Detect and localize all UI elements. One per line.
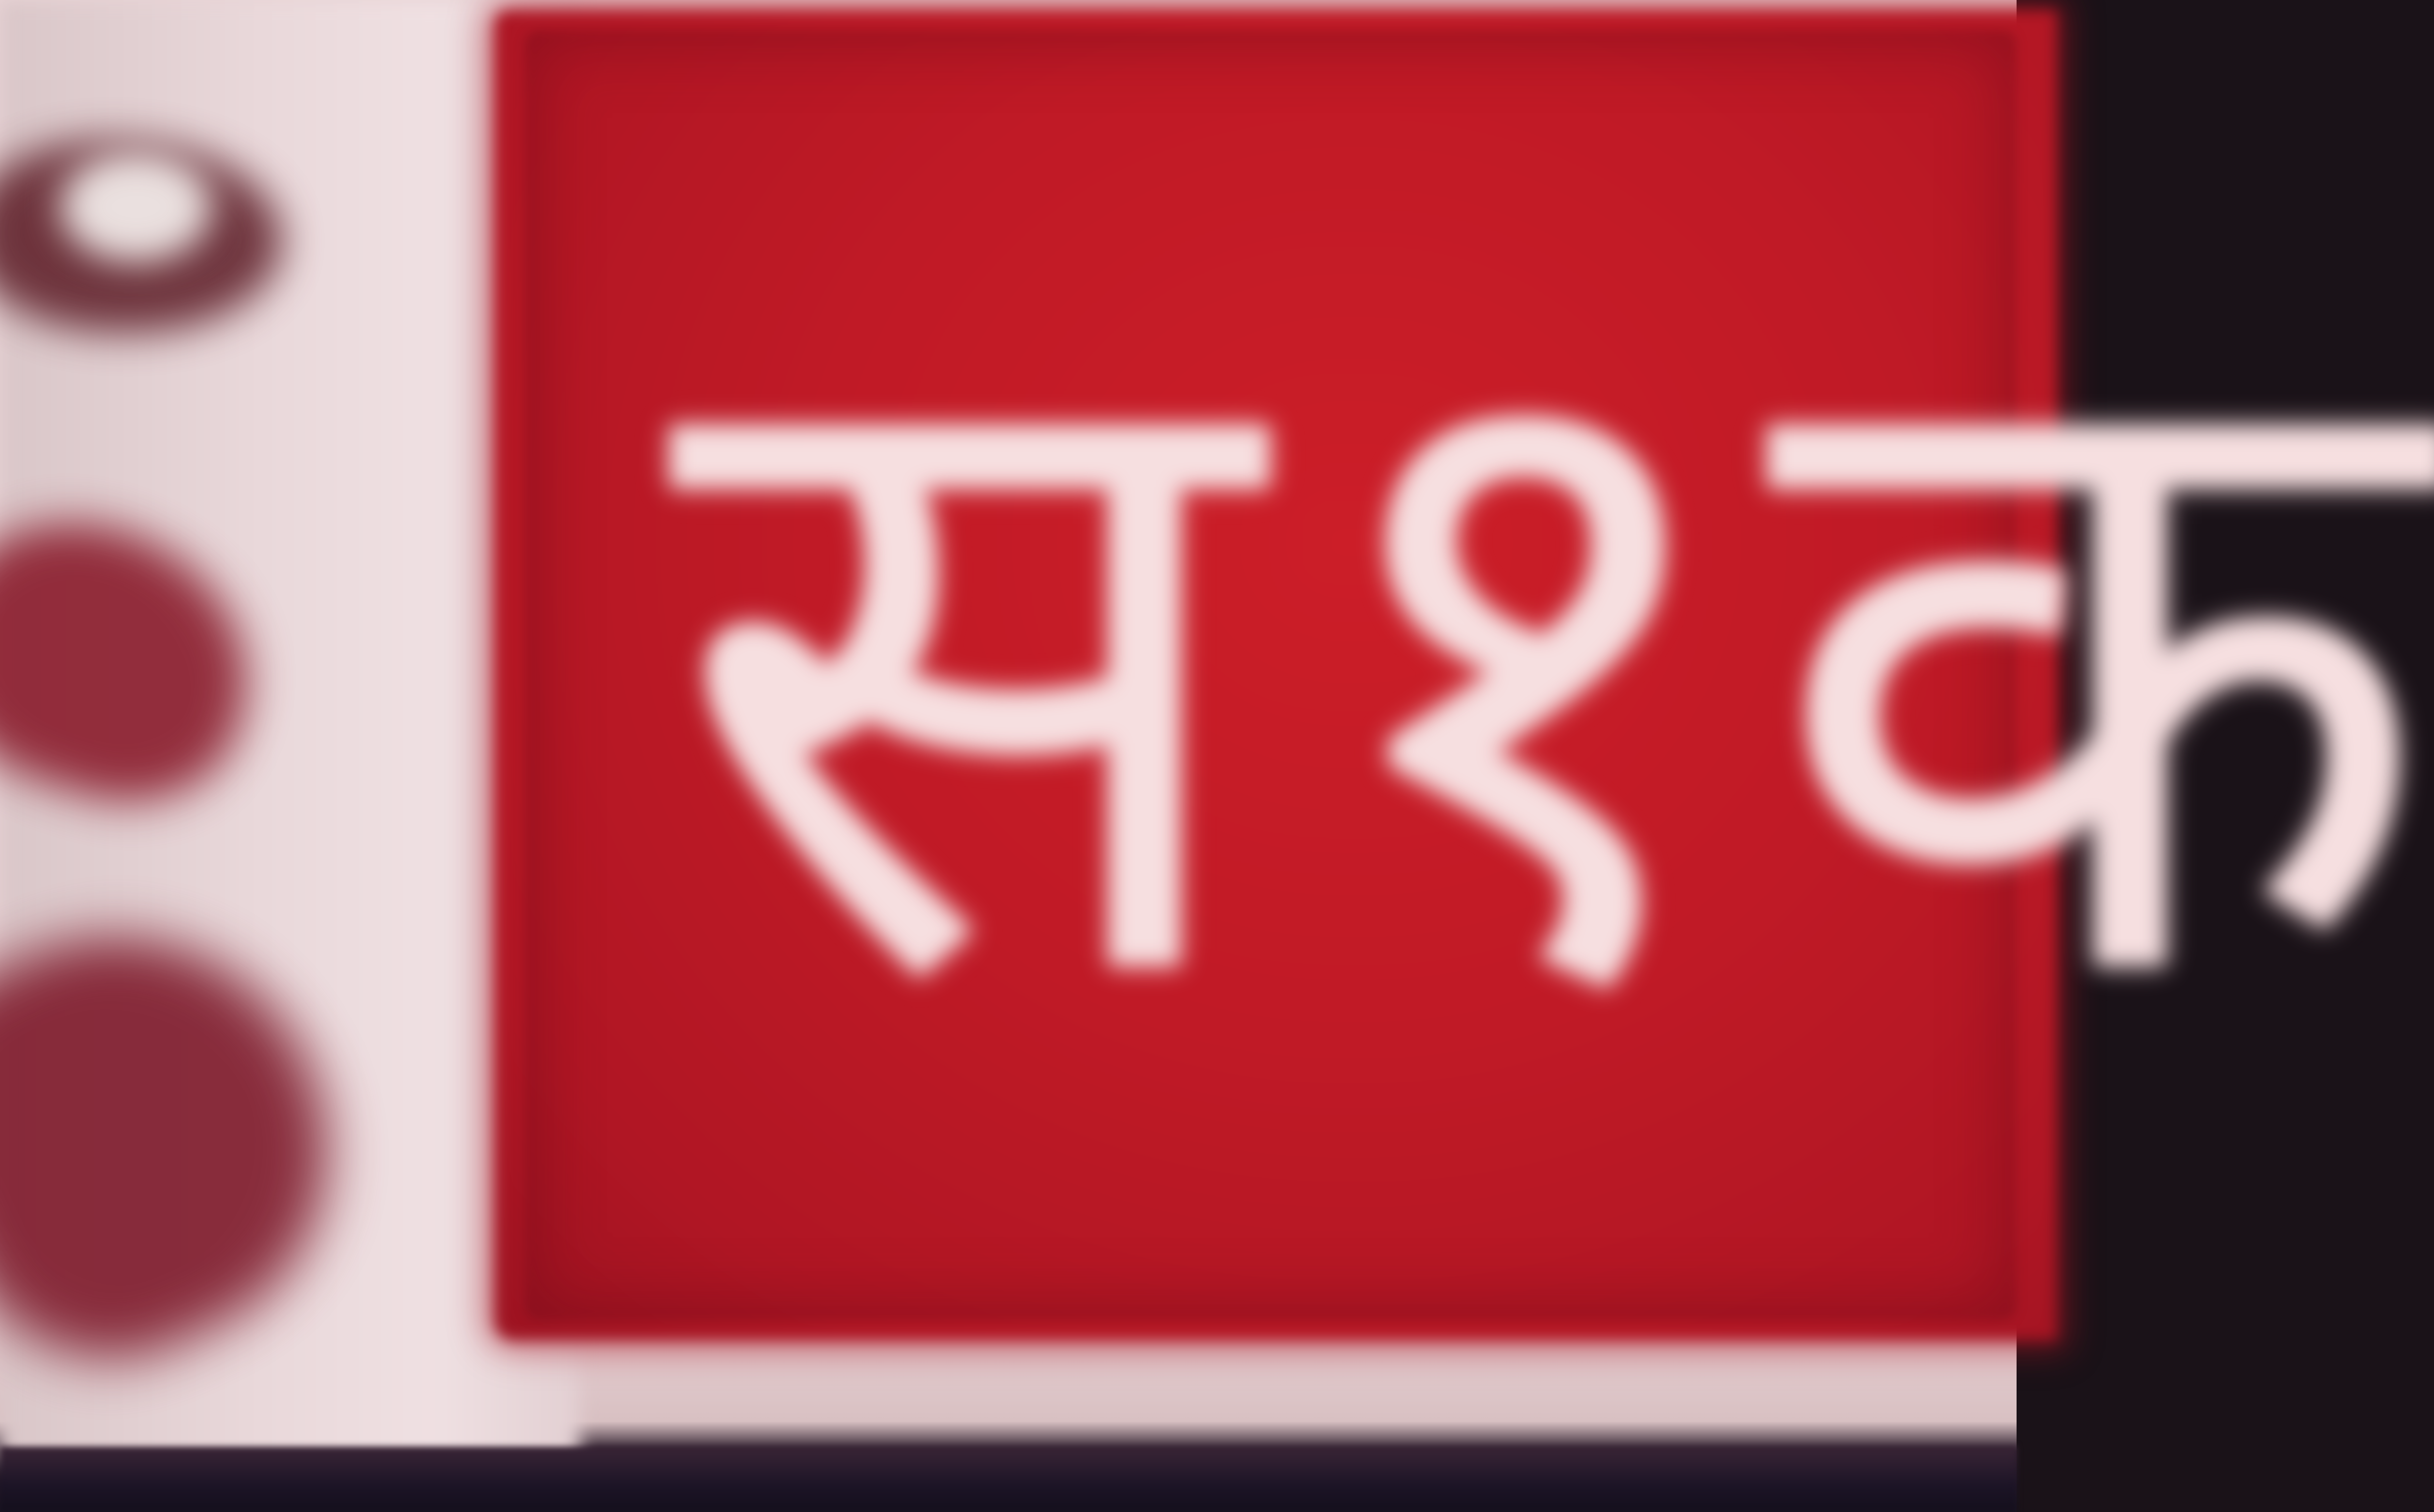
plate-digit: १ bbox=[1297, 160, 1748, 1170]
plate-lettering bbox=[671, 160, 2434, 1240]
wall-highlight bbox=[60, 151, 212, 262]
plate-letter: क bbox=[1768, 160, 2434, 1170]
dark-bottom-edge bbox=[0, 1446, 2017, 1512]
plate-letter: स bbox=[671, 160, 1257, 1170]
